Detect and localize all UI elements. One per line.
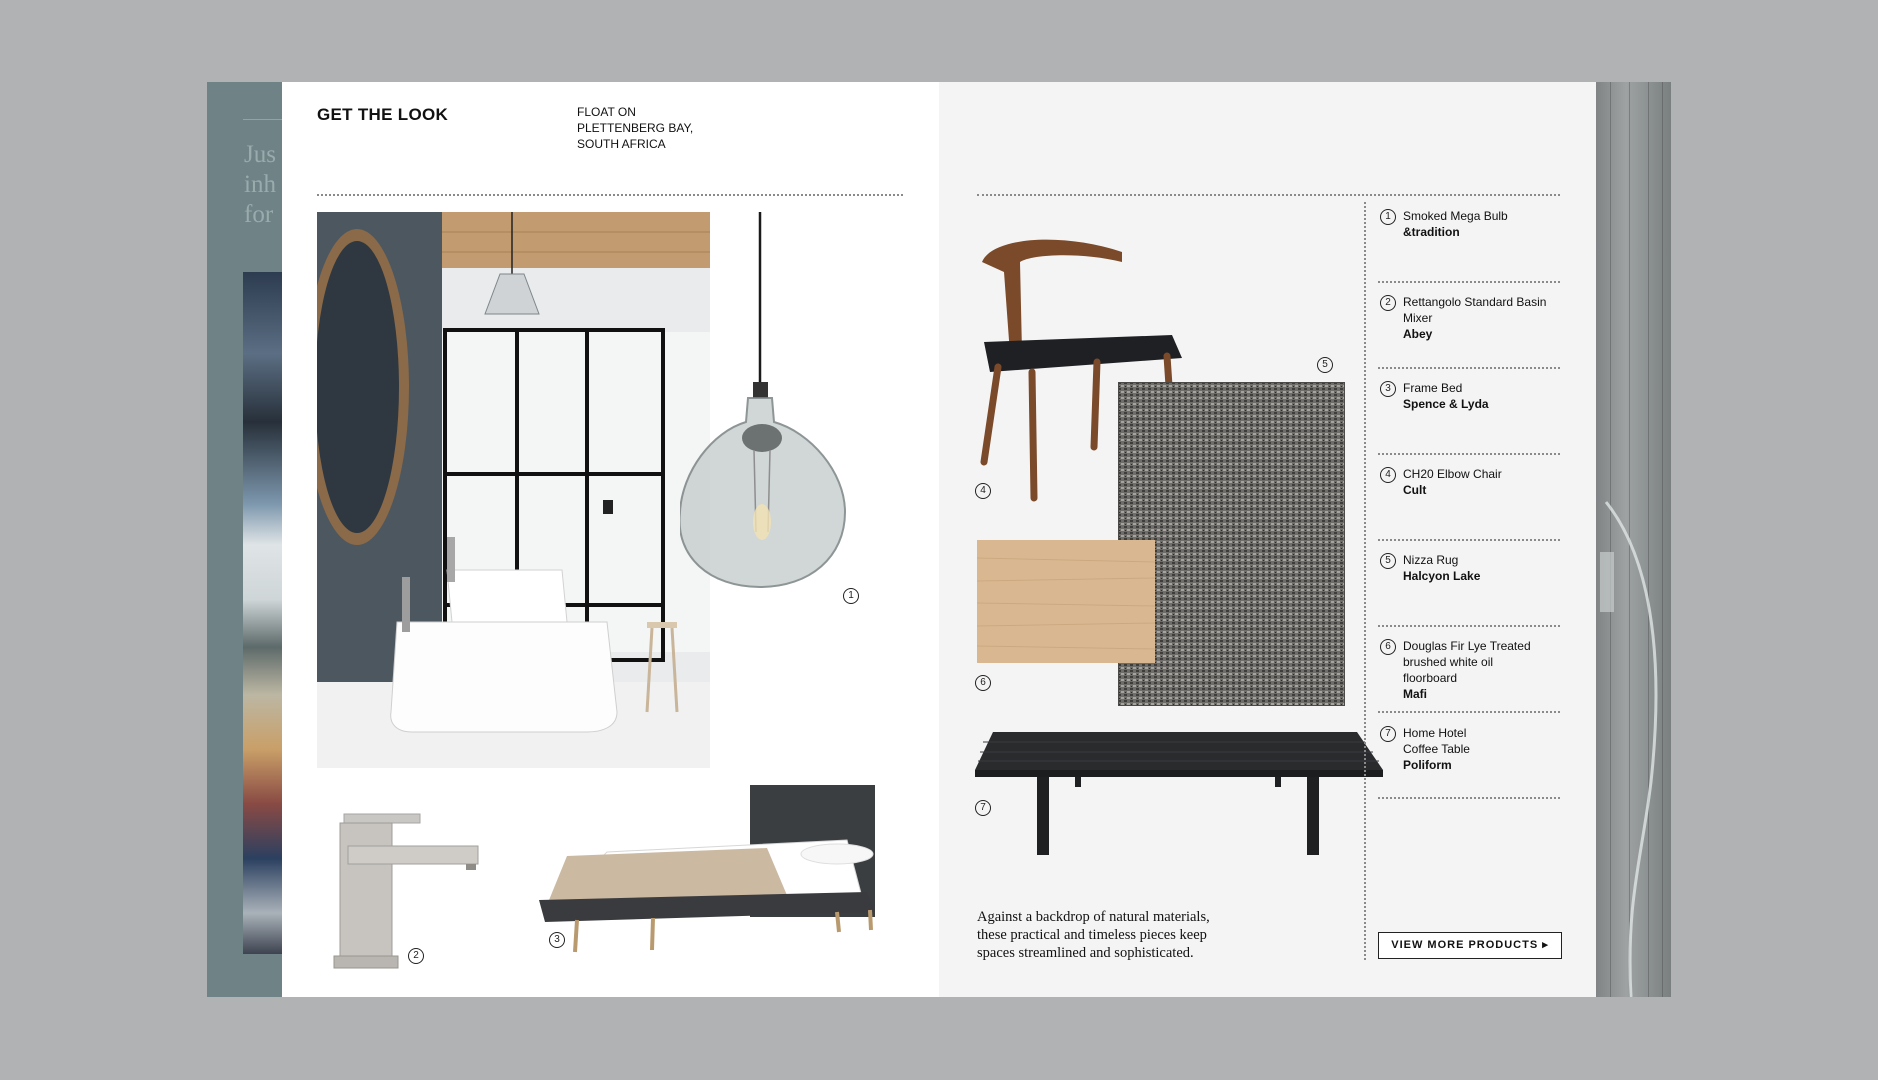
divider xyxy=(1378,367,1560,369)
marker-4: 4 xyxy=(975,483,991,499)
product-number: 4 xyxy=(1380,467,1396,483)
page-title: GET THE LOOK xyxy=(317,105,449,124)
coffee-table-photo xyxy=(975,730,1385,860)
product-item xyxy=(1380,380,1560,412)
bathroom-photo xyxy=(317,212,710,768)
product-brand: Poliform xyxy=(1403,758,1452,772)
caption-line: these practical and timeless pieces keep xyxy=(977,927,1207,943)
divider xyxy=(1378,539,1560,541)
ghost-line: for xyxy=(244,201,274,228)
marker-5: 5 xyxy=(1317,357,1333,373)
divider xyxy=(1378,625,1560,627)
caption-line: Against a backdrop of natural materials, xyxy=(977,909,1210,925)
product-number: 7 xyxy=(1380,726,1396,742)
product-name: Nizza Rug xyxy=(1403,553,1459,567)
product-number: 2 xyxy=(1380,295,1396,311)
divider xyxy=(1378,797,1560,799)
divider xyxy=(977,194,1560,196)
product-item xyxy=(1380,725,1560,773)
product-item xyxy=(1380,208,1560,240)
previous-page-text xyxy=(244,140,276,230)
product-brand: &tradition xyxy=(1403,225,1460,239)
product-name: Frame Bed xyxy=(1403,381,1463,395)
product-name: CH20 Elbow Chair xyxy=(1403,467,1502,481)
shower-hose-photo xyxy=(1596,82,1671,997)
floorboard-sample-photo xyxy=(977,540,1155,663)
view-more-products-button[interactable]: VIEW MORE PRODUCTS ▸ xyxy=(1378,932,1562,959)
previous-page-photo xyxy=(243,272,282,954)
divider xyxy=(317,194,903,196)
divider xyxy=(1378,711,1560,713)
product-name: Home Hotel xyxy=(1403,726,1467,740)
product-item xyxy=(1380,552,1560,584)
marker-1: 1 xyxy=(843,588,859,604)
caption-line: spaces streamlined and sophisticated. xyxy=(977,945,1194,961)
marker-3: 3 xyxy=(549,932,565,948)
marker-2: 2 xyxy=(408,948,424,964)
product-name: Mixer xyxy=(1403,311,1433,325)
location-label xyxy=(577,104,693,152)
product-item xyxy=(1380,638,1560,702)
product-name: floorboard xyxy=(1403,671,1458,685)
product-brand: Abey xyxy=(1403,327,1433,341)
product-item xyxy=(1380,466,1560,498)
location-line: SOUTH AFRICA xyxy=(577,137,666,151)
product-brand: Mafi xyxy=(1403,687,1427,701)
product-brand: Cult xyxy=(1403,483,1427,497)
product-number: 5 xyxy=(1380,553,1396,569)
caption-text xyxy=(977,908,1237,962)
product-number: 1 xyxy=(1380,209,1396,225)
marker-7: 7 xyxy=(975,800,991,816)
ghost-line: inh xyxy=(244,171,276,198)
pendant-bulb-photo xyxy=(680,212,850,607)
marker-6: 6 xyxy=(975,675,991,691)
product-number: 6 xyxy=(1380,639,1396,655)
location-line: PLETTENBERG BAY, xyxy=(577,121,694,135)
next-page-edge xyxy=(1596,82,1671,997)
product-number: 3 xyxy=(1380,381,1396,397)
product-name: Rettangolo Standard Basin xyxy=(1403,295,1547,309)
product-name: Smoked Mega Bulb xyxy=(1403,209,1508,223)
product-name: brushed white oil xyxy=(1403,655,1494,669)
product-item xyxy=(1380,294,1560,342)
location-line: FLOAT ON xyxy=(577,105,636,119)
list-divider xyxy=(1364,202,1366,960)
product-brand: Spence & Lyda xyxy=(1403,397,1489,411)
frame-bed-photo xyxy=(537,782,914,957)
product-name: Coffee Table xyxy=(1403,742,1470,756)
product-brand: Halcyon Lake xyxy=(1403,569,1481,583)
previous-page-rule xyxy=(243,119,282,120)
previous-page-edge xyxy=(207,82,282,997)
ghost-line: Jus xyxy=(244,141,276,168)
divider xyxy=(1378,453,1560,455)
divider xyxy=(1378,281,1560,283)
product-name: Douglas Fir Lye Treated xyxy=(1403,639,1531,653)
